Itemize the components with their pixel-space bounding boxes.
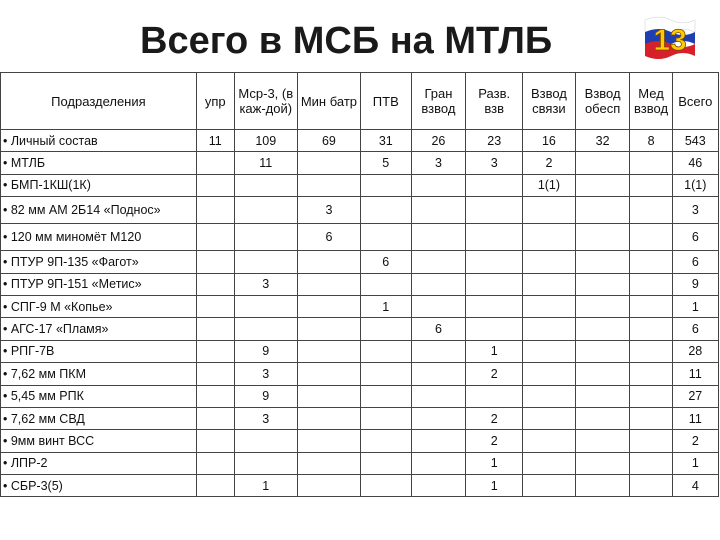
table-row <box>1 385 719 407</box>
table-cell: 32 <box>575 130 630 152</box>
table-cell <box>575 174 630 196</box>
equipment-table <box>0 72 719 497</box>
table-cell: 1 <box>672 295 718 317</box>
table-cell <box>630 251 672 273</box>
table-cell <box>297 174 360 196</box>
table-cell <box>523 197 576 224</box>
table-cell: 69 <box>297 130 360 152</box>
table-cell <box>575 407 630 429</box>
table-cell: 3 <box>234 363 297 385</box>
table-cell <box>523 224 576 251</box>
table-row <box>1 318 719 340</box>
table-cell <box>523 430 576 452</box>
col-header: Разв. взв <box>466 73 523 130</box>
col-header: Гран взвод <box>411 73 466 130</box>
table-cell: 3 <box>466 152 523 174</box>
table-cell <box>361 224 412 251</box>
table-row <box>1 224 719 251</box>
table-cell <box>297 295 360 317</box>
table-cell <box>575 452 630 474</box>
table-row <box>1 452 719 474</box>
table-cell: 2 <box>466 430 523 452</box>
row-label: • ЛПР-2 <box>1 452 197 474</box>
table-cell: 3 <box>297 197 360 224</box>
table-cell <box>411 407 466 429</box>
table-cell <box>411 273 466 295</box>
table-cell: 109 <box>234 130 297 152</box>
table-cell <box>196 340 234 362</box>
page-title: Всего в МСБ на МТЛБ <box>140 20 553 62</box>
table-cell <box>411 174 466 196</box>
table-cell <box>575 273 630 295</box>
table-cell: 543 <box>672 130 718 152</box>
table-cell <box>575 430 630 452</box>
table-cell <box>466 273 523 295</box>
table-row <box>1 340 719 362</box>
table-row <box>1 295 719 317</box>
table-cell <box>196 452 234 474</box>
table-cell <box>234 197 297 224</box>
col-header: Всего <box>672 73 718 130</box>
row-label: • 9мм винт ВСС <box>1 430 197 452</box>
table-cell <box>630 340 672 362</box>
table-cell: 6 <box>297 224 360 251</box>
table-cell <box>630 174 672 196</box>
table-cell <box>361 385 412 407</box>
table-cell: 1 <box>466 340 523 362</box>
row-label: • 7,62 мм СВД <box>1 407 197 429</box>
table-cell: 1(1) <box>523 174 576 196</box>
table-cell <box>630 385 672 407</box>
table-cell <box>523 385 576 407</box>
table-cell <box>297 251 360 273</box>
col-header: Мср-3, (в каж-дой) <box>234 73 297 130</box>
table-cell <box>466 295 523 317</box>
row-label: • БМП-1КШ(1К) <box>1 174 197 196</box>
table-cell <box>411 363 466 385</box>
table-row <box>1 273 719 295</box>
table-cell <box>575 385 630 407</box>
slide-number: 13 <box>653 24 687 57</box>
table-cell <box>411 197 466 224</box>
table-cell: 1 <box>361 295 412 317</box>
table-cell: 46 <box>672 152 718 174</box>
table-cell <box>234 251 297 273</box>
table-cell <box>297 430 360 452</box>
table-cell <box>630 430 672 452</box>
table-cell <box>196 475 234 497</box>
table-cell <box>411 385 466 407</box>
table-cell <box>466 385 523 407</box>
table-cell <box>297 452 360 474</box>
row-label: • РПГ-7В <box>1 340 197 362</box>
table-cell <box>575 251 630 273</box>
table-cell <box>411 430 466 452</box>
table-cell <box>523 251 576 273</box>
table-cell: 6 <box>672 251 718 273</box>
table-cell: 1 <box>234 475 297 497</box>
table-cell <box>575 475 630 497</box>
table-cell <box>575 152 630 174</box>
table-header-row <box>1 73 719 130</box>
col-header: Взвод связи <box>523 73 576 130</box>
table-cell: 1(1) <box>672 174 718 196</box>
table-cell <box>234 295 297 317</box>
table-cell <box>630 475 672 497</box>
table-cell <box>575 340 630 362</box>
table-cell: 31 <box>361 130 412 152</box>
table-cell <box>630 363 672 385</box>
table-cell: 9 <box>672 273 718 295</box>
table-cell: 6 <box>411 318 466 340</box>
table-cell: 26 <box>411 130 466 152</box>
table-cell <box>234 430 297 452</box>
table-cell <box>466 197 523 224</box>
table-cell: 6 <box>672 224 718 251</box>
table-cell <box>234 174 297 196</box>
table-cell <box>297 273 360 295</box>
table-cell <box>196 273 234 295</box>
table-row <box>1 475 719 497</box>
table-cell: 16 <box>523 130 576 152</box>
table-cell: 6 <box>672 318 718 340</box>
table-cell <box>411 251 466 273</box>
table-cell <box>630 273 672 295</box>
table-row <box>1 130 719 152</box>
table-cell <box>466 318 523 340</box>
table-cell <box>196 407 234 429</box>
row-label: • АГС-17 «Пламя» <box>1 318 197 340</box>
table-cell <box>361 318 412 340</box>
row-label: • СПГ-9 М «Копье» <box>1 295 197 317</box>
row-label: • МТЛБ <box>1 152 197 174</box>
table-row <box>1 363 719 385</box>
table-cell <box>297 152 360 174</box>
table-cell <box>196 174 234 196</box>
table-cell <box>630 407 672 429</box>
table-cell <box>196 385 234 407</box>
row-label: • Личный состав <box>1 130 197 152</box>
table-cell <box>234 452 297 474</box>
table-cell <box>361 340 412 362</box>
table-cell <box>361 430 412 452</box>
table-cell <box>361 174 412 196</box>
table-cell <box>411 475 466 497</box>
table-cell <box>196 224 234 251</box>
table-cell: 28 <box>672 340 718 362</box>
table-cell: 3 <box>234 273 297 295</box>
table-cell <box>575 295 630 317</box>
table-row <box>1 407 719 429</box>
table-cell: 2 <box>523 152 576 174</box>
table-cell <box>361 197 412 224</box>
table-cell <box>196 363 234 385</box>
table-cell <box>297 318 360 340</box>
table-cell: 2 <box>466 363 523 385</box>
table-cell <box>523 407 576 429</box>
table-cell <box>411 452 466 474</box>
table-cell <box>630 152 672 174</box>
col-header: Взвод обесп <box>575 73 630 130</box>
table-cell: 3 <box>411 152 466 174</box>
col-header: Мед взвод <box>630 73 672 130</box>
table-cell: 3 <box>672 197 718 224</box>
table-cell <box>630 197 672 224</box>
table-cell <box>575 318 630 340</box>
col-header: ПТВ <box>361 73 412 130</box>
table-cell <box>575 224 630 251</box>
table-cell: 27 <box>672 385 718 407</box>
col-header: упр <box>196 73 234 130</box>
table-row <box>1 174 719 196</box>
table-cell <box>630 224 672 251</box>
table-cell <box>196 295 234 317</box>
table-cell <box>411 340 466 362</box>
table-cell <box>411 224 466 251</box>
table-cell: 9 <box>234 340 297 362</box>
flag-badge <box>641 14 697 60</box>
table-row <box>1 152 719 174</box>
row-label: • 5,45 мм РПК <box>1 385 197 407</box>
table-cell: 9 <box>234 385 297 407</box>
table-cell <box>361 452 412 474</box>
table-cell <box>630 318 672 340</box>
table-cell: 11 <box>234 152 297 174</box>
table-cell <box>196 197 234 224</box>
table-cell: 3 <box>234 407 297 429</box>
table-cell <box>196 430 234 452</box>
table-cell <box>196 251 234 273</box>
table-cell <box>523 318 576 340</box>
row-label: • ПТУР 9П-151 «Метис» <box>1 273 197 295</box>
table-cell <box>630 452 672 474</box>
table-cell <box>196 152 234 174</box>
table-cell <box>297 340 360 362</box>
table-row <box>1 251 719 273</box>
table-cell <box>575 197 630 224</box>
table-cell <box>523 475 576 497</box>
table-cell <box>523 340 576 362</box>
table-cell: 11 <box>672 363 718 385</box>
table-cell <box>523 295 576 317</box>
row-label: • 120 мм миномёт М120 <box>1 224 197 251</box>
table-cell <box>630 295 672 317</box>
row-label: • ПТУР 9П-135 «Фагот» <box>1 251 197 273</box>
table-cell: 1 <box>466 475 523 497</box>
table-cell <box>466 224 523 251</box>
table-cell: 23 <box>466 130 523 152</box>
table-cell <box>523 363 576 385</box>
row-label: • 82 мм АМ 2Б14 «Поднос» <box>1 197 197 224</box>
table-cell <box>466 251 523 273</box>
table-cell: 8 <box>630 130 672 152</box>
table-cell <box>575 363 630 385</box>
table-cell <box>361 363 412 385</box>
table-cell <box>297 407 360 429</box>
col-header: Мин батр <box>297 73 360 130</box>
table-cell <box>411 295 466 317</box>
table-row <box>1 430 719 452</box>
table-cell <box>466 174 523 196</box>
table-cell: 11 <box>672 407 718 429</box>
table-cell <box>297 475 360 497</box>
table-cell <box>234 224 297 251</box>
table-cell: 1 <box>672 452 718 474</box>
table-cell <box>523 273 576 295</box>
table-cell <box>361 273 412 295</box>
table-cell <box>361 475 412 497</box>
table-cell <box>297 385 360 407</box>
table-cell: 2 <box>466 407 523 429</box>
table-cell: 5 <box>361 152 412 174</box>
table-cell: 6 <box>361 251 412 273</box>
table-cell: 11 <box>196 130 234 152</box>
table-cell <box>297 363 360 385</box>
table-cell: 2 <box>672 430 718 452</box>
table-cell <box>234 318 297 340</box>
row-label: • СБР-3(5) <box>1 475 197 497</box>
col-header: Подразделения <box>1 73 197 130</box>
row-label: • 7,62 мм ПКМ <box>1 363 197 385</box>
table-cell <box>361 407 412 429</box>
russian-flag-icon <box>641 14 697 60</box>
table-row <box>1 197 719 224</box>
table-cell: 4 <box>672 475 718 497</box>
table-cell <box>523 452 576 474</box>
table-cell <box>196 318 234 340</box>
table-cell: 1 <box>466 452 523 474</box>
